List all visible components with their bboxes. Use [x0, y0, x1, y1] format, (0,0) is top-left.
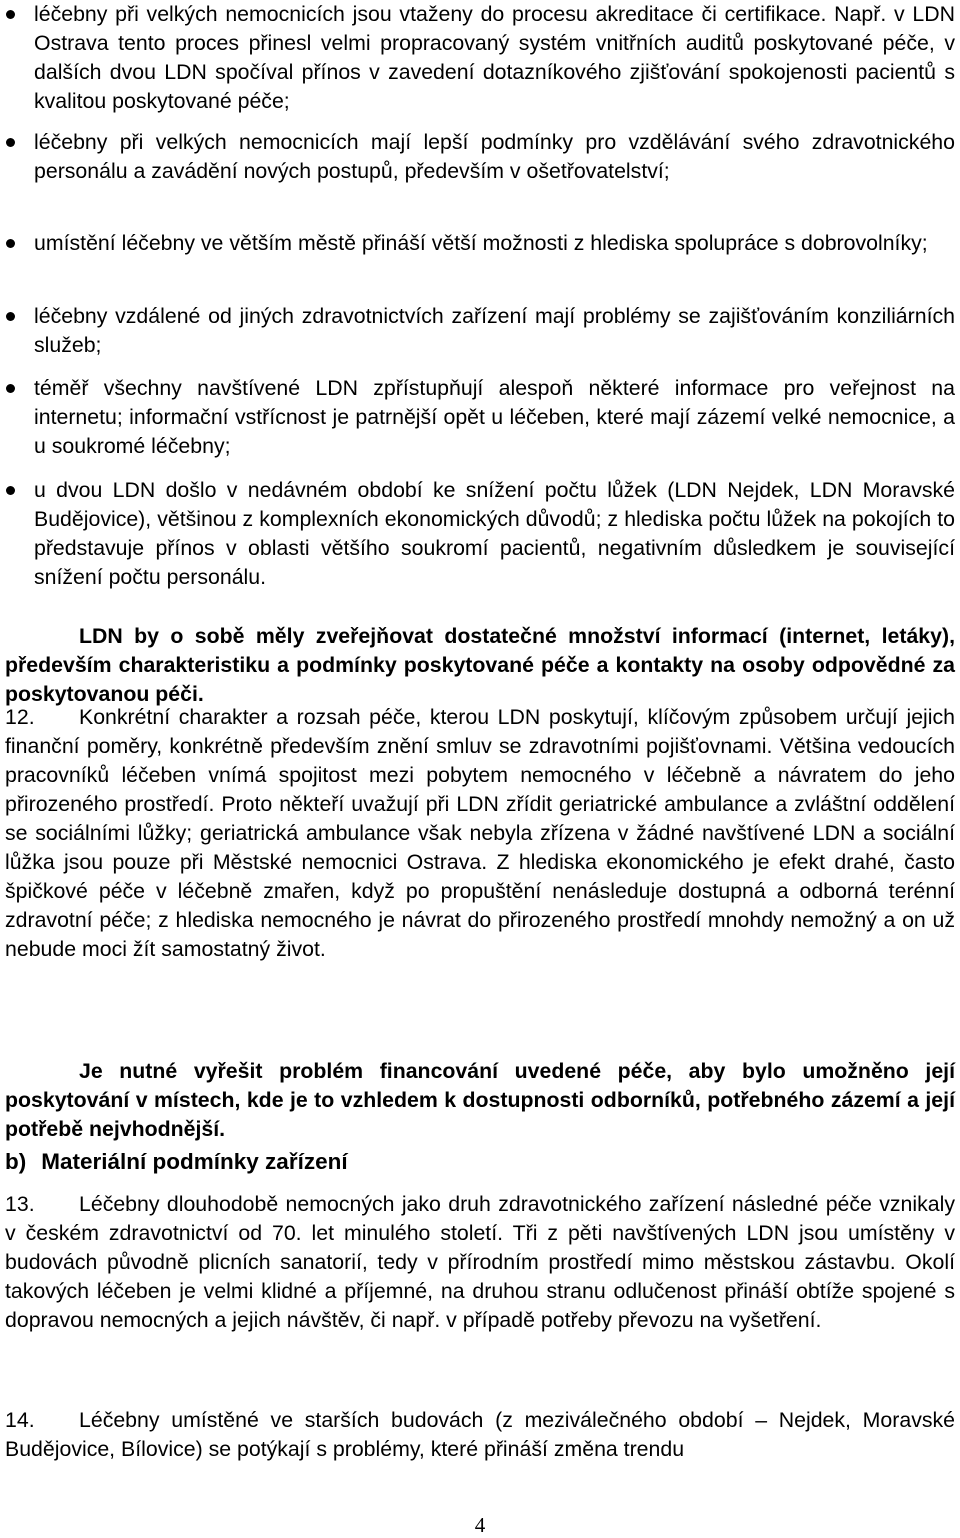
recommendation-statement: Je nutné vyřešit problém financování uvedené péče, aby bylo umožněno její poskytování v místech, kde je to vzhledem k dostupnosti odborníků, potřebného zázemí a její potřebě nejvhodnější. [5, 1059, 955, 1142]
bullet-icon [6, 384, 15, 393]
bullet-icon [6, 239, 15, 248]
bullet-icon [6, 486, 15, 495]
section-title: Materiální podmínky zařízení [41, 1149, 348, 1174]
paragraph-number: 14. [5, 1408, 35, 1432]
bullet-text: téměř všechny navštívené LDN zpřístupňují alespoň některé informace pro veřejnost na internetu; informační vstřícnost je patrnější opět u léčeben, které mají zázemí velké nemocnice, a u soukromé léčebny; [34, 376, 955, 458]
page-number: 4 [474, 1513, 486, 1537]
bullet-icon [6, 138, 15, 147]
bullet-icon [6, 312, 15, 321]
paragraph-number: 13. [5, 1192, 35, 1216]
bullet-text: umístění léčebny ve větším městě přináší větší možnosti z hlediska spolupráce s dobrovolníky; [34, 231, 928, 255]
bullet-text: léčebny vzdálené od jiných zdravotnictvích zařízení mají problémy se zajišťováním konziliárních služeb; [34, 304, 955, 357]
paragraph-text: Konkrétní charakter a rozsah péče, kterou LDN poskytují, klíčovým způsobem určují jejich finanční poměry, konkrétně především znění smluv se zdravotními pojišťovnami. Většina vedoucích pracovníků léčeben vnímá spojitost mezi pobytem nemocného v léčebně a návratem do jeho přirozeného prostředí. Proto někteří uvažují při LDN zřídit geriatrické ambulance a zvláštní oddělení se sociálními lůžky; geriatrická ambulance však nebyla zřízena v žádné navštívené LDN a sociální lůžka jsou pouze při Městské nemocnici Ostrava. Z hlediska ekonomického je efekt drahé, často špičkové péče v léčebně zmařen, když po propuštění nenásleduje dostupná a odborná terénní zdravotní péče; z hlediska nemocného je návrat do přirozeného prostředí mnohdy nemožný a on už nebude moci žít samostatný život. [5, 705, 955, 961]
bullet-text: léčebny při velkých nemocnicích mají lepší podmínky pro vzdělávání svého zdravotnického personálu a zavádění nových postupů, především v ošetřovatelství; [34, 130, 955, 183]
recommendation-statement: LDN by o sobě měly zveřejňovat dostatečné množství informací (internet, letáky), především charakteristiku a podmínky poskytované péče a kontakty na osoby odpovědné za poskytovanou péči. [5, 624, 955, 707]
bullet-text: u dvou LDN došlo v nedávném období ke snížení počtu lůžek (LDN Nejdek, LDN Moravské Budějovice), většinou z komplexních ekonomických důvodů; z hlediska počtu lůžek na pokojích to představuje přínos v oblasti většího soukromí pacientů, negativním důsledkem je související snížení počtu personálu. [34, 478, 955, 589]
paragraph-text: Léčebny umístěné ve starších budovách (z meziválečného období – Nejdek, Moravské Budějovice, Bílovice) se potýkají s problémy, které přináší změna trendu [5, 1408, 955, 1461]
section-label: b) [5, 1149, 27, 1174]
paragraph-number: 12. [5, 705, 35, 729]
paragraph-text: Léčebny dlouhodobě nemocných jako druh zdravotnického zařízení následné péče vznikaly v českém zdravotnictví od 70. let minulého století. Tři z pěti navštívených LDN jsou umístěny v budovách původně plicních sanatorií, tedy v přírodním prostředí mimo městskou zástavbu. Okolí takových léčeben je velmi klidné a příjemné, na druhou stranu odlučenost přináší obtíže spojené s dopravou nemocných a jejich návštěv, či např. v případě potřeby převozu na vyšetření. [5, 1192, 955, 1332]
bullet-text: léčebny při velkých nemocnicích jsou vtaženy do procesu akreditace či certifikace. Např. v LDN Ostrava tento proces přinesl velmi propracovaný systém vnitřních auditů poskytované péče, v dalších dvou LDN spočíval přínos v zavedení dotazníkového zjišťování spokojenosti pacientů s kvalitou poskytované péče; [34, 2, 955, 113]
section-heading [5, 1146, 348, 1178]
bullet-icon [6, 10, 15, 19]
